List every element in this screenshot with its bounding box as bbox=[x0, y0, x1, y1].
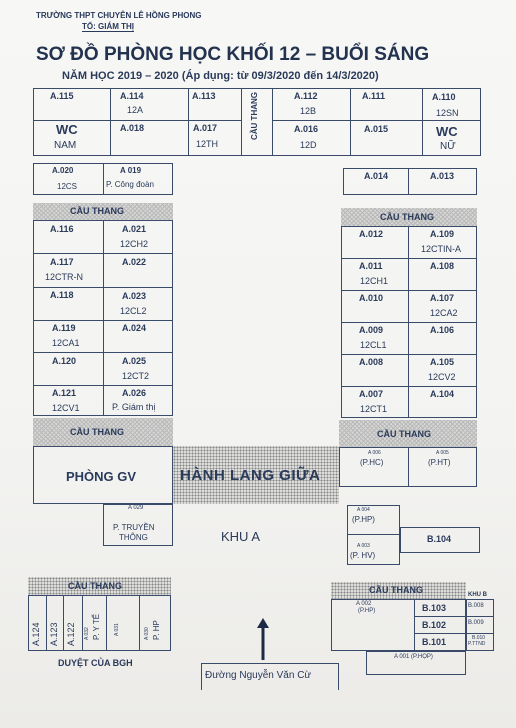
page-title: SƠ ĐỒ PHÒNG HỌC KHỐI 12 – BUỔI SÁNG bbox=[36, 44, 430, 65]
giam-thi-room: P. Giám thị bbox=[112, 402, 156, 412]
room-a019: A 019 bbox=[120, 166, 142, 175]
class-12b: 12B bbox=[300, 106, 317, 116]
room-a015: A.015 bbox=[364, 124, 389, 134]
zone-a-label: KHU A bbox=[221, 529, 261, 544]
room-a105: A.105 bbox=[430, 357, 455, 367]
room-a123: A.123 bbox=[49, 622, 59, 646]
room-a107: A.107 bbox=[430, 293, 455, 303]
room-a001: A 001 (P.HỌP) bbox=[394, 654, 433, 660]
class-12ctin-a: 12CTIN-A bbox=[421, 244, 462, 254]
class-12ct1: 12CT1 bbox=[360, 404, 388, 414]
room-b010: B.010 bbox=[472, 635, 486, 641]
street-label: Đường Nguyễn Văn Cừ bbox=[205, 670, 312, 681]
room-a004: A 004 bbox=[357, 507, 370, 513]
room-a013: A.013 bbox=[430, 171, 455, 181]
media-room-label-2: THÔNG bbox=[119, 533, 148, 542]
phc-room: (P.HC) bbox=[360, 458, 384, 467]
class-12ch2: 12CH2 bbox=[120, 239, 149, 249]
room-a032: A 032 bbox=[84, 627, 90, 640]
room-a031: A 031 bbox=[114, 623, 120, 636]
left-stair-1-label: CẦU THANG bbox=[70, 206, 124, 216]
room-b104: B.104 bbox=[427, 534, 452, 544]
room-a122: A.122 bbox=[66, 622, 76, 646]
room-a014: A.014 bbox=[364, 171, 389, 181]
class-12cv1: 12CV1 bbox=[52, 403, 80, 413]
class-12cl2: 12CL2 bbox=[120, 306, 147, 316]
right-stair-3-label: CẦU THANG bbox=[369, 585, 423, 595]
room-a112: A.112 bbox=[294, 91, 318, 101]
room-b101: B.101 bbox=[422, 637, 447, 647]
class-12ct2: 12CT2 bbox=[122, 371, 150, 381]
stair-top: CẦU THANG bbox=[250, 92, 259, 140]
room-a121: A.121 bbox=[52, 388, 77, 398]
room-a116: A.116 bbox=[50, 224, 74, 234]
room-a030: A 030 bbox=[144, 627, 150, 640]
room-a011: A.011 bbox=[359, 261, 383, 271]
room-a012: A.012 bbox=[359, 229, 384, 239]
left-stair-3-label: CẦU THANG bbox=[68, 581, 122, 591]
health-room: P. Y TẾ bbox=[92, 613, 101, 640]
media-room-label-1: P. TRUYỀN bbox=[113, 523, 155, 532]
room-a023: A.023 bbox=[122, 291, 147, 301]
wc-female-label: NỮ bbox=[440, 141, 456, 152]
php-room-right: (P.HP) bbox=[352, 515, 375, 524]
room-a111: A.111 bbox=[362, 91, 386, 101]
room-a108: A.108 bbox=[430, 261, 455, 271]
room-b008: B.008 bbox=[468, 603, 484, 609]
room-a104: A.104 bbox=[430, 389, 455, 399]
room-a119: A.119 bbox=[52, 323, 76, 333]
room-a113: A.113 bbox=[192, 91, 216, 101]
entrance-arrow-icon bbox=[256, 618, 270, 660]
php-room-2: (P.HP) bbox=[358, 608, 376, 614]
room-a026: A.026 bbox=[122, 388, 147, 398]
room-b009: B.009 bbox=[468, 620, 484, 626]
class-12ca2: 12CA2 bbox=[430, 308, 458, 318]
room-a118: A.118 bbox=[50, 290, 74, 300]
room-a115: A.115 bbox=[50, 91, 74, 101]
school-name: TRƯỜNG THPT CHUYÊN LÊ HỒNG PHONG bbox=[36, 11, 202, 20]
room-a020: A.020 bbox=[52, 166, 74, 175]
room-a017: A.017 bbox=[193, 123, 218, 133]
class-12a: 12A bbox=[127, 105, 144, 115]
class-12ca1: 12CA1 bbox=[52, 338, 80, 348]
class-12sn: 12SN bbox=[436, 108, 459, 118]
room-a117: A.117 bbox=[50, 257, 74, 267]
teachers-room-label: PHÒNG GV bbox=[66, 469, 137, 484]
class-12cv2: 12CV2 bbox=[428, 372, 456, 382]
room-a007: A.007 bbox=[359, 389, 384, 399]
department-name: TỔ: GIÁM THỊ bbox=[82, 22, 134, 31]
room-a109: A.109 bbox=[430, 229, 455, 239]
room-a029: A 029 bbox=[128, 505, 144, 511]
room-a124: A.124 bbox=[31, 622, 41, 646]
room-a002: A 002 bbox=[356, 601, 372, 607]
cong-doan-room: P. Công đoàn bbox=[106, 180, 154, 189]
room-a008: A.008 bbox=[359, 357, 384, 367]
page-subtitle: NĂM HỌC 2019 – 2020 (Áp dụng: từ 09/3/2020 đến 14/3/2020) bbox=[62, 70, 379, 82]
central-corridor-label: HÀNH LANG GIỮA bbox=[180, 467, 321, 484]
room-a009: A.009 bbox=[359, 325, 384, 335]
class-12ch1: 12CH1 bbox=[360, 276, 389, 286]
room-a021: A.021 bbox=[122, 224, 147, 234]
room-a006: A 006 bbox=[368, 450, 381, 456]
ttnd-room: P.TTND bbox=[468, 641, 486, 647]
room-a025: A.025 bbox=[122, 356, 147, 366]
room-a005: A 005 bbox=[436, 450, 449, 456]
class-12cs: 12CS bbox=[57, 182, 78, 191]
room-a024: A.024 bbox=[122, 323, 147, 333]
class-12d: 12D bbox=[300, 140, 317, 150]
room-a114: A.114 bbox=[120, 91, 144, 101]
left-stair-2-label: CẦU THANG bbox=[70, 427, 124, 437]
right-stair-1-label: CẦU THANG bbox=[380, 212, 434, 222]
class-12ctr-n: 12CTR-N bbox=[45, 272, 84, 282]
room-b103: B.103 bbox=[422, 603, 447, 613]
room-a120: A.120 bbox=[52, 356, 77, 366]
room-a106: A.106 bbox=[430, 325, 455, 335]
approval-label: DUYỆT CỦA BGH bbox=[58, 658, 133, 668]
class-12th: 12TH bbox=[196, 139, 219, 149]
wc-female: WC bbox=[436, 124, 458, 139]
room-a003: A 003 bbox=[357, 543, 370, 549]
room-a018: A.018 bbox=[120, 123, 145, 133]
room-b102: B.102 bbox=[422, 620, 447, 630]
php-room-left: P. HP bbox=[152, 620, 161, 640]
phv-room: (P. HV) bbox=[350, 551, 376, 560]
room-a010: A.010 bbox=[359, 293, 384, 303]
pht-room: (P.HT) bbox=[428, 458, 451, 467]
class-12cl1: 12CL1 bbox=[360, 340, 387, 350]
wc-male-label: NAM bbox=[54, 140, 77, 151]
zone-b-label: KHU B bbox=[468, 592, 487, 598]
room-a110: A.110 bbox=[432, 92, 456, 102]
room-a022: A.022 bbox=[122, 257, 147, 267]
room-a016: A.016 bbox=[294, 124, 319, 134]
wc-male: WC bbox=[56, 122, 78, 137]
right-stair-2-label: CẦU THANG bbox=[377, 429, 431, 439]
